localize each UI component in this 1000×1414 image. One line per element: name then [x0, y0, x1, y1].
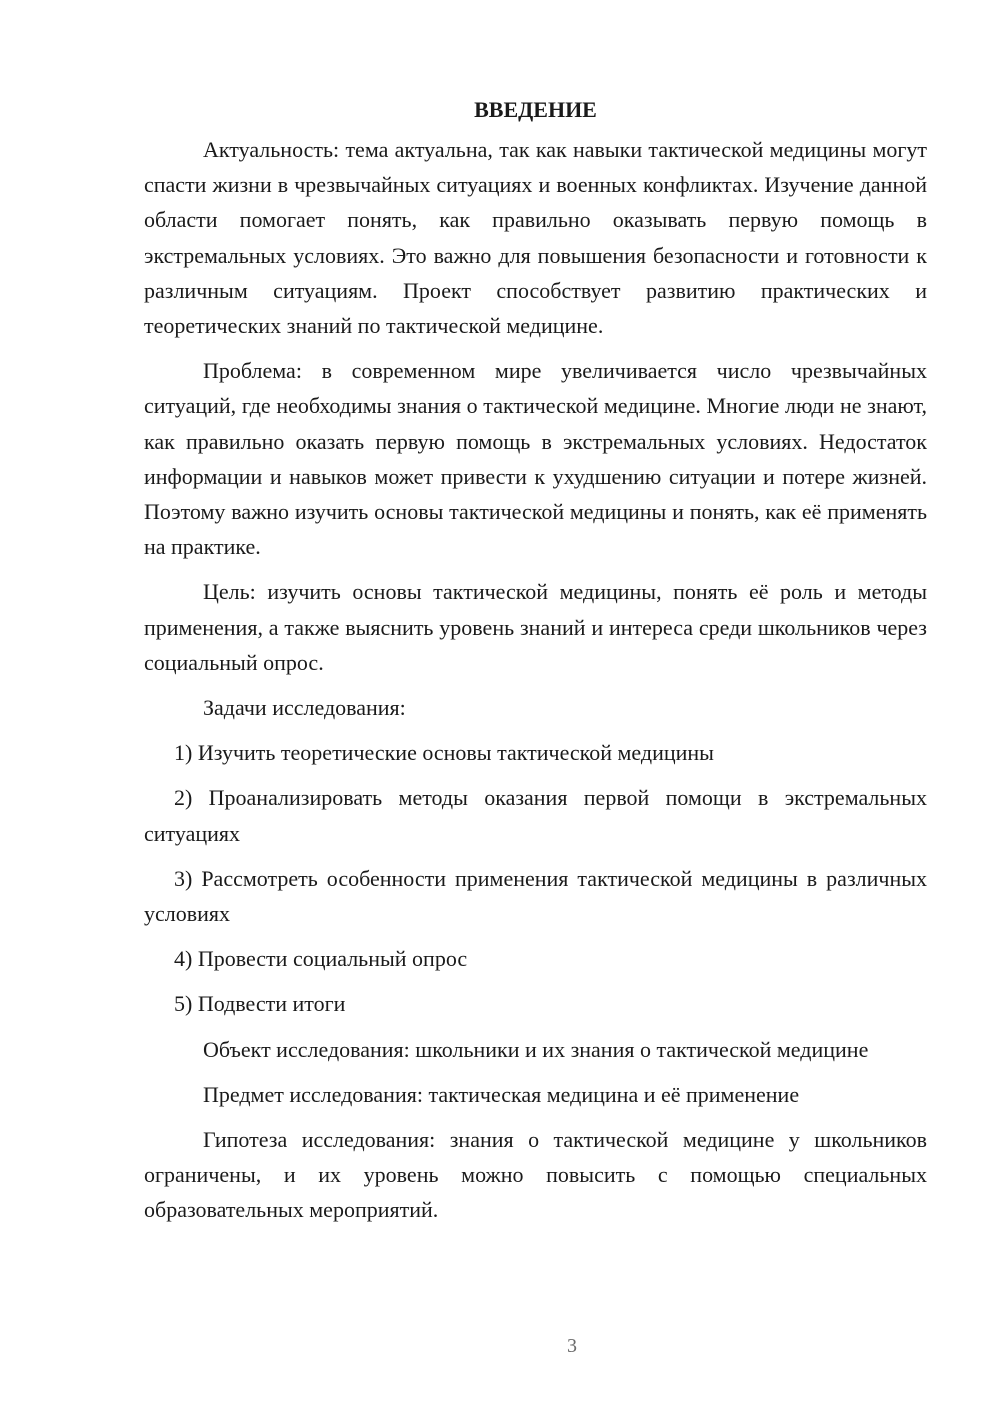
problem-paragraph: Проблема: в современном мире увеличивается число чрезвычайных ситуаций, где необходимы знания о тактической медицине. Многие люди не знают, как правильно оказать первую помощь в экстремальных условиях. Недостаток информации и навыков может привести к ухудшению ситуации и потере жизней. Поэтому важно изучить основы тактической медицины и понять, как её применять на практике.	[144, 358, 927, 560]
tasks-heading: Задачи исследования:	[203, 695, 406, 721]
document-page	[144, 92, 927, 1228]
section-title: ВВЕДЕНИЕ	[474, 97, 597, 122]
task-item: 1) Изучить теоретические основы тактической медицины	[174, 740, 714, 766]
subject-paragraph: Предмет исследования: тактическая медицина и её применение	[203, 1081, 800, 1107]
hypothesis-paragraph: Гипотеза исследования: знания о тактической медицине у школьников ограничены, и их уровень можно повысить с помощью специальных образовательных мероприятий.	[144, 1127, 927, 1223]
relevance-paragraph: Актуальность: тема актуальна, так как навыки тактической медицины могут спасти жизни в чрезвычайных ситуациях и военных конфликтах. Изучение данной области помогает понять, как правильно оказывать первую помощь в экстремальных условиях. Это важно для повышения безопасности и готовности к различным ситуациям. Проект способствует развитию практических и теоретических знаний по тактической медицине.	[144, 137, 927, 339]
object-paragraph: Объект исследования: школьники и их знания о тактической медицине	[203, 1036, 869, 1062]
task-item: 2) Проанализировать методы оказания первой помощи в экстремальных ситуациях	[144, 785, 927, 846]
task-item: 3) Рассмотреть особенности применения тактической медицины в различных условиях	[144, 865, 927, 927]
goal-paragraph: Цель: изучить основы тактической медицины, понять её роль и методы применения, а также выяснить уровень знаний и интереса среди школьников через социальный опрос.	[144, 579, 927, 675]
task-item: 4) Провести социальный опрос	[174, 946, 468, 972]
page-number: 3	[567, 1335, 577, 1357]
task-item: 5) Подвести итоги	[174, 991, 346, 1017]
